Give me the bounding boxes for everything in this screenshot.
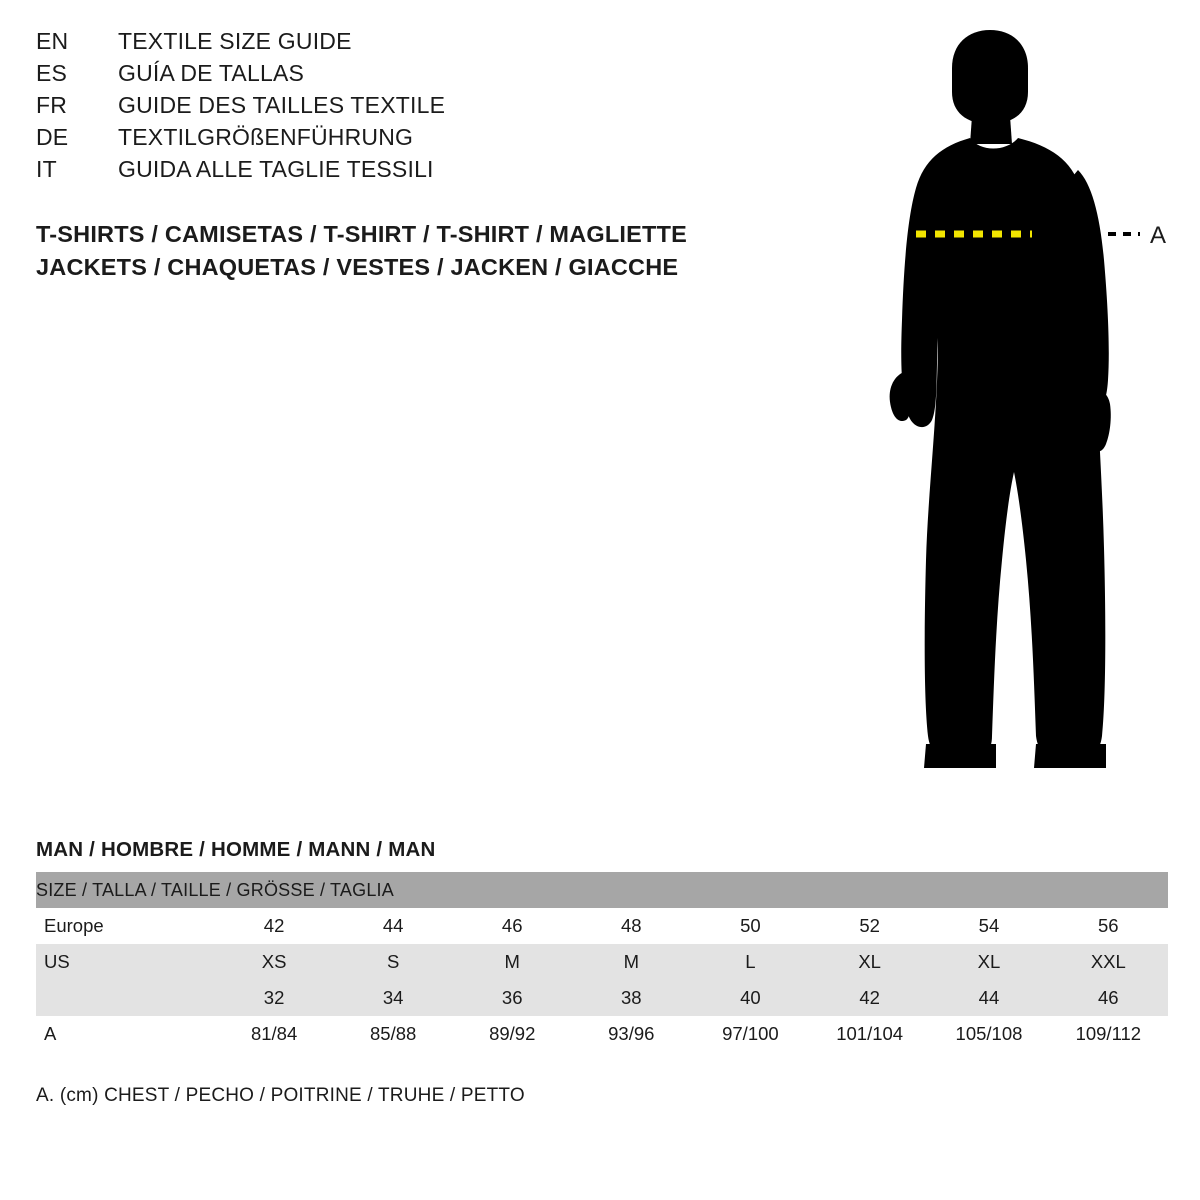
size-table-title: MAN / HOMBRE / HOMME / MANN / MAN <box>36 838 436 861</box>
language-row-fr <box>36 94 756 117</box>
row-label-us: US <box>36 944 215 980</box>
cell-numeric-0: 32 <box>215 980 334 1016</box>
table-footnote: A. (cm) CHEST / PECHO / POITRINE / TRUHE / PETTO <box>36 1085 525 1106</box>
cell-a-2: 89/92 <box>453 1016 572 1052</box>
silhouette-head <box>952 30 1028 124</box>
cell-europe-1: 44 <box>334 908 453 944</box>
cell-us-0: XS <box>215 944 334 980</box>
cell-us-1: S <box>334 944 453 980</box>
cell-europe-6: 54 <box>929 908 1048 944</box>
language-code-es: ES <box>36 60 68 86</box>
language-row-de <box>36 126 756 149</box>
cell-a-3: 93/96 <box>572 1016 691 1052</box>
language-code-de: DE <box>36 124 69 150</box>
cell-a-1: 85/88 <box>334 1016 453 1052</box>
cell-europe-3: 48 <box>572 908 691 944</box>
cell-numeric-7: 46 <box>1049 980 1168 1016</box>
language-row-it <box>36 158 756 181</box>
table-row <box>36 908 1168 944</box>
cell-us-5: XL <box>810 944 929 980</box>
language-row-es <box>36 62 756 85</box>
cell-us-6: XL <box>929 944 1048 980</box>
garment-category-tshirts: T-SHIRTS / CAMISETAS / T-SHIRT / T-SHIRT / MAGLIETTE <box>36 221 687 247</box>
table-row <box>36 1016 1168 1052</box>
garment-category-list <box>36 218 796 285</box>
row-label-numeric <box>36 980 215 1016</box>
language-text-de: TEXTILGRÖßENFÜHRUNG <box>118 124 414 150</box>
cell-europe-4: 50 <box>691 908 810 944</box>
measure-label-a: A <box>1150 222 1167 249</box>
cell-europe-7: 56 <box>1049 908 1168 944</box>
language-row-en <box>36 30 756 53</box>
cell-europe-2: 46 <box>453 908 572 944</box>
row-label-europe: Europe <box>36 908 215 944</box>
language-code-it: IT <box>36 156 57 182</box>
cell-a-7: 109/112 <box>1049 1016 1168 1052</box>
garment-category-jackets: JACKETS / CHAQUETAS / VESTES / JACKEN / GIACCHE <box>36 254 679 281</box>
table-row <box>36 980 1168 1016</box>
cell-a-4: 97/100 <box>691 1016 810 1052</box>
language-list <box>36 30 756 190</box>
silhouette-feet <box>924 744 1106 768</box>
language-text-en: TEXTILE SIZE GUIDE <box>118 28 352 54</box>
cell-numeric-3: 38 <box>572 980 691 1016</box>
language-text-es: GUÍA DE TALLAS <box>118 60 305 86</box>
table-header-label: SIZE / TALLA / TAILLE / GRÖSSE / TAGLIA <box>36 872 1168 908</box>
cell-numeric-5: 42 <box>810 980 929 1016</box>
cell-numeric-2: 36 <box>453 980 572 1016</box>
cell-numeric-6: 44 <box>929 980 1048 1016</box>
cell-europe-5: 52 <box>810 908 929 944</box>
language-code-fr: FR <box>36 92 68 118</box>
cell-numeric-4: 40 <box>691 980 810 1016</box>
row-label-a: A <box>36 1016 215 1052</box>
silhouette-hand-left <box>890 372 912 421</box>
language-code-en: EN <box>36 28 69 54</box>
cell-a-5: 101/104 <box>810 1016 929 1052</box>
size-table-section <box>36 838 1168 1107</box>
table-row <box>36 944 1168 980</box>
cell-a-0: 81/84 <box>215 1016 334 1052</box>
silhouette-neck <box>970 116 1012 144</box>
language-text-fr: GUIDE DES TAILLES TEXTILE <box>118 92 446 118</box>
cell-us-3: M <box>572 944 691 980</box>
man-silhouette-figure <box>820 20 1180 780</box>
cell-us-4: L <box>691 944 810 980</box>
language-text-it: GUIDA ALLE TAGLIE TESSILI <box>118 156 434 182</box>
table-header-row <box>36 872 1168 908</box>
cell-a-6: 105/108 <box>929 1016 1048 1052</box>
cell-us-7: XXL <box>1049 944 1168 980</box>
cell-numeric-1: 34 <box>334 980 453 1016</box>
cell-europe-0: 42 <box>215 908 334 944</box>
cell-us-2: M <box>453 944 572 980</box>
silhouette-body <box>901 138 1105 760</box>
size-table <box>36 872 1168 1052</box>
